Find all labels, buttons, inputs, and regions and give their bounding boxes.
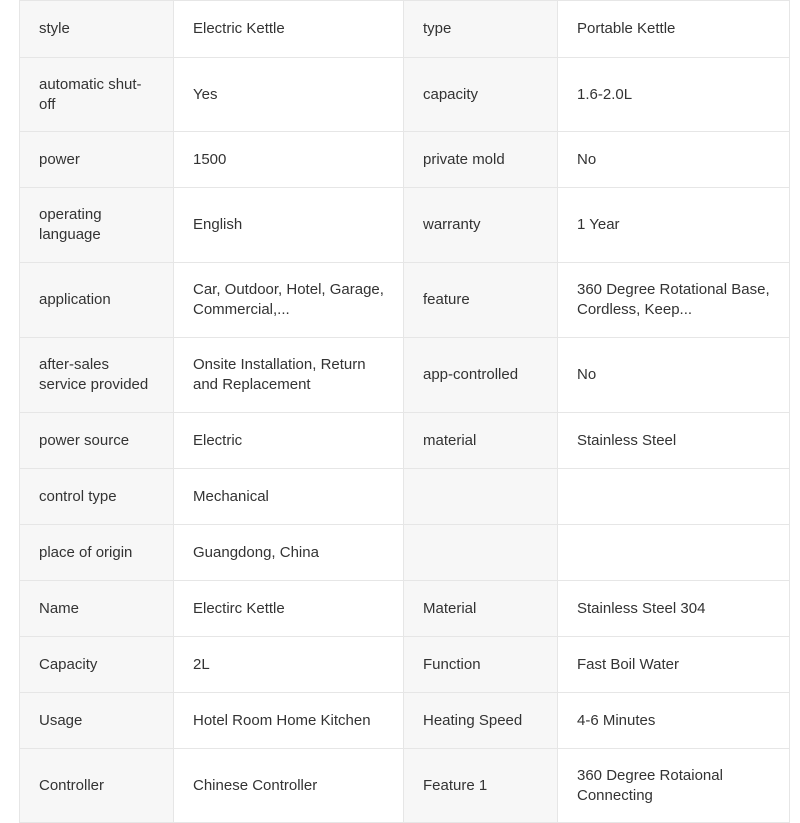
spec-key: after-sales service provided (39, 356, 149, 393)
spec-value-cell (558, 525, 790, 581)
spec-value-cell (558, 413, 790, 469)
spec-value: Chinese Controller (193, 776, 318, 794)
spec-key: Material (423, 599, 477, 617)
table-row (20, 263, 790, 338)
spec-value: Car, Outdoor, Hotel, Garage, Commercial,... (193, 281, 384, 318)
spec-key: warranty (423, 216, 481, 233)
spec-value: Stainless Steel (577, 431, 677, 449)
spec-key-cell (20, 469, 174, 525)
spec-value-cell (558, 188, 790, 263)
spec-value-cell (558, 1, 790, 58)
table-row (20, 188, 790, 263)
spec-key: style (39, 20, 70, 37)
spec-value-cell (174, 263, 404, 338)
spec-value: Portable Kettle (577, 20, 676, 37)
spec-value-cell (558, 749, 790, 823)
spec-value: Onsite Installation, Return and Replacement (193, 356, 366, 393)
spec-key-cell (20, 338, 174, 413)
spec-value: 1500 (193, 150, 227, 168)
spec-value-cell (174, 58, 404, 132)
spec-value-cell (558, 58, 790, 132)
spec-key-cell (404, 749, 558, 823)
table-row (20, 132, 790, 188)
spec-key-cell (404, 58, 558, 132)
spec-value-cell (174, 469, 404, 525)
table-row (20, 525, 790, 581)
spec-key-cell (20, 132, 174, 188)
spec-value: Electric Kettle (193, 20, 285, 37)
spec-key: Capacity (39, 655, 98, 673)
spec-key-cell (404, 413, 558, 469)
spec-key: feature (423, 291, 470, 308)
spec-key-cell (20, 581, 174, 637)
spec-value-cell (174, 132, 404, 188)
spec-key-cell (20, 263, 174, 338)
spec-key-cell (404, 1, 558, 58)
table-row (20, 413, 790, 469)
table-row (20, 637, 790, 693)
spec-value-cell (174, 693, 404, 749)
spec-value-cell (558, 469, 790, 525)
spec-value: Guangdong, China (193, 543, 319, 561)
spec-value: 2L (193, 655, 210, 673)
spec-key: Feature 1 (423, 776, 488, 794)
spec-key-cell (404, 263, 558, 338)
spec-key-cell (404, 581, 558, 637)
spec-value: English (193, 216, 243, 233)
table-row (20, 1, 790, 58)
spec-key-cell (404, 132, 558, 188)
spec-value: Hotel Room Home Kitchen (193, 711, 371, 729)
spec-value: 4-6 Minutes (577, 711, 656, 729)
spec-key: app-controlled (423, 366, 519, 383)
spec-key: application (39, 291, 111, 308)
spec-value: Fast Boil Water (577, 655, 679, 673)
spec-key-cell (20, 749, 174, 823)
spec-value: 360 Degree Rotational Base, Cordless, Keep... (577, 281, 770, 318)
spec-key: capacity (423, 85, 479, 103)
spec-key-cell (20, 58, 174, 132)
spec-key: Controller (39, 776, 105, 794)
spec-value-cell (558, 338, 790, 413)
spec-key-cell (20, 637, 174, 693)
spec-value-cell (174, 637, 404, 693)
spec-key: Usage (39, 711, 83, 729)
spec-key: power (39, 150, 80, 168)
spec-value: No (577, 366, 597, 383)
spec-key: material (423, 431, 477, 449)
spec-key: automatic shut-off (39, 75, 142, 113)
spec-key-cell (404, 469, 558, 525)
spec-key-cell (404, 637, 558, 693)
spec-value: Yes (193, 85, 218, 103)
spec-value-cell (558, 693, 790, 749)
spec-key: Name (39, 599, 80, 617)
spec-key: place of origin (39, 543, 133, 561)
spec-value-cell (174, 338, 404, 413)
spec-value: No (577, 150, 597, 168)
spec-value-cell (558, 263, 790, 338)
spec-value-cell (174, 581, 404, 637)
spec-value: Electric (193, 431, 243, 449)
spec-value: Mechanical (193, 487, 269, 505)
spec-key: control type (39, 487, 117, 505)
spec-value: Stainless Steel 304 (577, 599, 706, 617)
spec-value: 360 Degree Rotaional Connecting (577, 766, 723, 804)
spec-key-cell (20, 1, 174, 58)
spec-value: 1 Year (577, 216, 620, 233)
spec-key-cell (20, 525, 174, 581)
table-row (20, 469, 790, 525)
spec-key-cell (404, 188, 558, 263)
spec-key-cell (404, 338, 558, 413)
spec-value-cell (558, 132, 790, 188)
spec-value-cell (174, 749, 404, 823)
spec-value-cell (174, 525, 404, 581)
spec-value: Electirc Kettle (193, 599, 285, 617)
spec-value-cell (174, 413, 404, 469)
spec-key-cell (404, 525, 558, 581)
spec-value-cell (174, 188, 404, 263)
spec-key: Heating Speed (423, 711, 523, 729)
table-row (20, 338, 790, 413)
spec-key-cell (20, 693, 174, 749)
spec-key: type (423, 20, 452, 37)
spec-key: Function (423, 655, 481, 673)
table-row (20, 749, 790, 823)
table-row (20, 581, 790, 637)
spec-key-cell (20, 188, 174, 263)
spec-value-cell (174, 1, 404, 58)
spec-value: 1.6-2.0L (577, 85, 633, 103)
spec-value-cell (558, 581, 790, 637)
spec-key-cell (404, 693, 558, 749)
table-row (20, 58, 790, 132)
table-row (20, 693, 790, 749)
spec-key-cell (20, 413, 174, 469)
spec-key: operating language (39, 206, 102, 243)
spec-key: private mold (423, 150, 505, 168)
spec-key: power source (39, 431, 130, 449)
product-spec-table (19, 0, 790, 823)
spec-value-cell (558, 637, 790, 693)
